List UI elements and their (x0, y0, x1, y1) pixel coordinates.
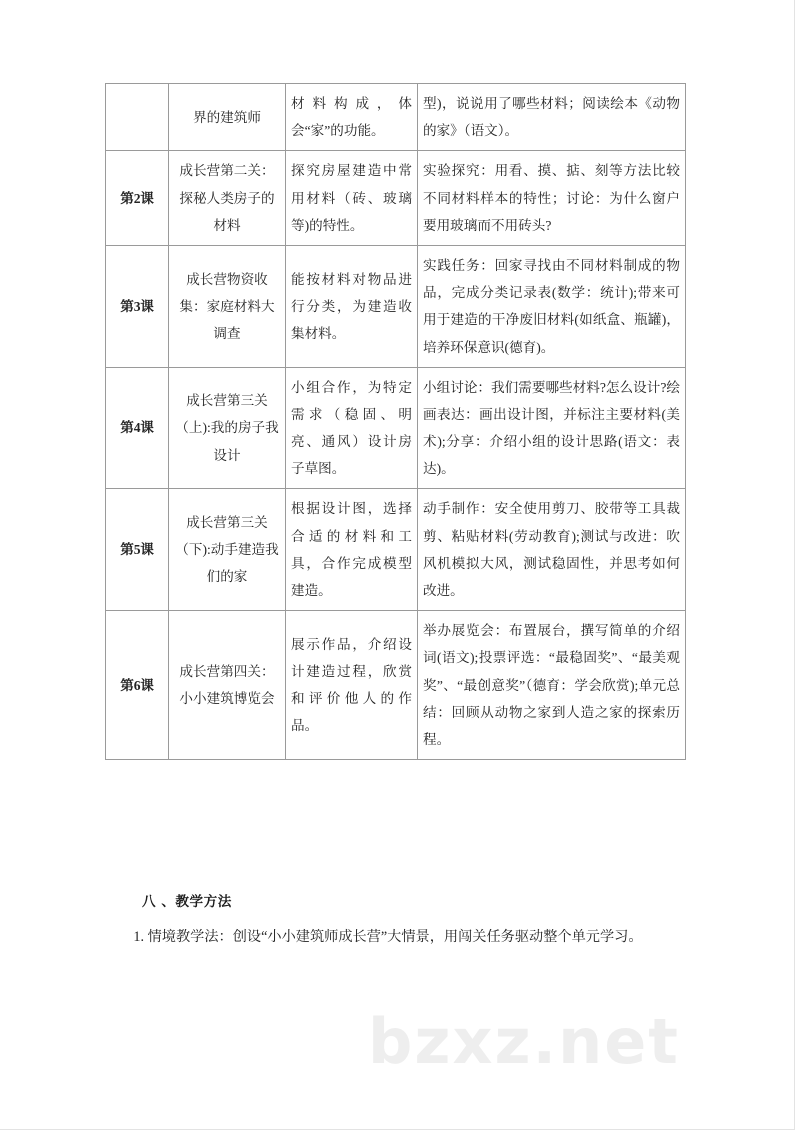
cell-lesson-number: 第6课 (106, 611, 169, 760)
cell-lesson-title: 成长营第四关：小小建筑博览会 (169, 611, 286, 760)
cell-lesson-number: 第3课 (106, 245, 169, 367)
cell-lesson-title: 成长营物资收集：家庭材料大调查 (169, 245, 286, 367)
cell-learning-task: 举办展览会：布置展台，撰写简单的介绍词(语文);投票评选：“最稳固奖”、“最美观奖”、“最创意奖”（德育：学会欣赏);单元总结：回顾从动物之家到人造之家的探索历程。 (418, 611, 686, 760)
cell-teaching-goal: 展示作品，介绍设计建造过程，欣赏和评价他人的作品。 (286, 611, 418, 760)
table-row (106, 84, 686, 151)
cell-lesson-number: 第2课 (106, 151, 169, 246)
cell-lesson-number: 第5课 (106, 489, 169, 611)
table-row (106, 245, 686, 367)
table-body (106, 84, 686, 760)
cell-lesson-number (106, 84, 169, 151)
cell-teaching-goal: 材料构成，体会“家”的功能。 (286, 84, 418, 151)
cell-learning-task: 实践任务：回家寻找由不同材料制成的物品，完成分类记录表(数学：统计);带来可用于建造的干净废旧材料(如纸盒、瓶罐)，培养环保意识(德育)。 (418, 245, 686, 367)
cell-lesson-title: 界的建筑师 (169, 84, 286, 151)
section-heading: 八 、教学方法 (142, 894, 232, 910)
table-row (106, 611, 686, 760)
table-row (106, 489, 686, 611)
cell-lesson-number: 第4课 (106, 367, 169, 489)
cell-teaching-goal: 小组合作，为特定需求（稳固、明亮、通风）设计房子草图。 (286, 367, 418, 489)
cell-learning-task: 动手制作：安全使用剪刀、胶带等工具裁剪、粘贴材料(劳动教育);测试与改进：吹风机模拟大风，测试稳固性，并思考如何改进。 (418, 489, 686, 611)
cell-learning-task: 型)，说说用了哪些材料；阅读绘本《动物的家》（语文）。 (418, 84, 686, 151)
table-row (106, 367, 686, 489)
cell-lesson-title: 成长营第二关：探秘人类房子的材料 (169, 151, 286, 246)
site-watermark: bzxz.net (368, 1005, 680, 1078)
teaching-methods-section (105, 890, 697, 952)
cell-learning-task: 小组讨论：我们需要哪些材料?怎么设计?绘画表达：画出设计图，并标注主要材料(美术);分享：介绍小组的设计思路(语文：表达)。 (418, 367, 686, 489)
cell-lesson-title: 成长营第三关（下):动手建造我们的家 (169, 489, 286, 611)
unit-lesson-plan-table (105, 83, 686, 760)
cell-teaching-goal: 根据设计图，选择合适的材料和工具，合作完成模型建造。 (286, 489, 418, 611)
cell-teaching-goal: 能按材料对物品进行分类，为建造收集材料。 (286, 245, 418, 367)
cell-lesson-title: 成长营第三关（上):我的房子我设计 (169, 367, 286, 489)
cell-teaching-goal: 探究房屋建造中常用材料（砖、玻璃等)的特性。 (286, 151, 418, 246)
table-row (106, 151, 686, 246)
section-paragraph: 1. 情境教学法：创设“小小建筑师成长营”大情景，用闯关任务驱动整个单元学习。 (133, 929, 643, 945)
cell-learning-task: 实验探究：用看、摸、掂、刻等方法比较不同材料样本的特性；讨论：为什么窗户要用玻璃而不用砖头? (418, 151, 686, 246)
